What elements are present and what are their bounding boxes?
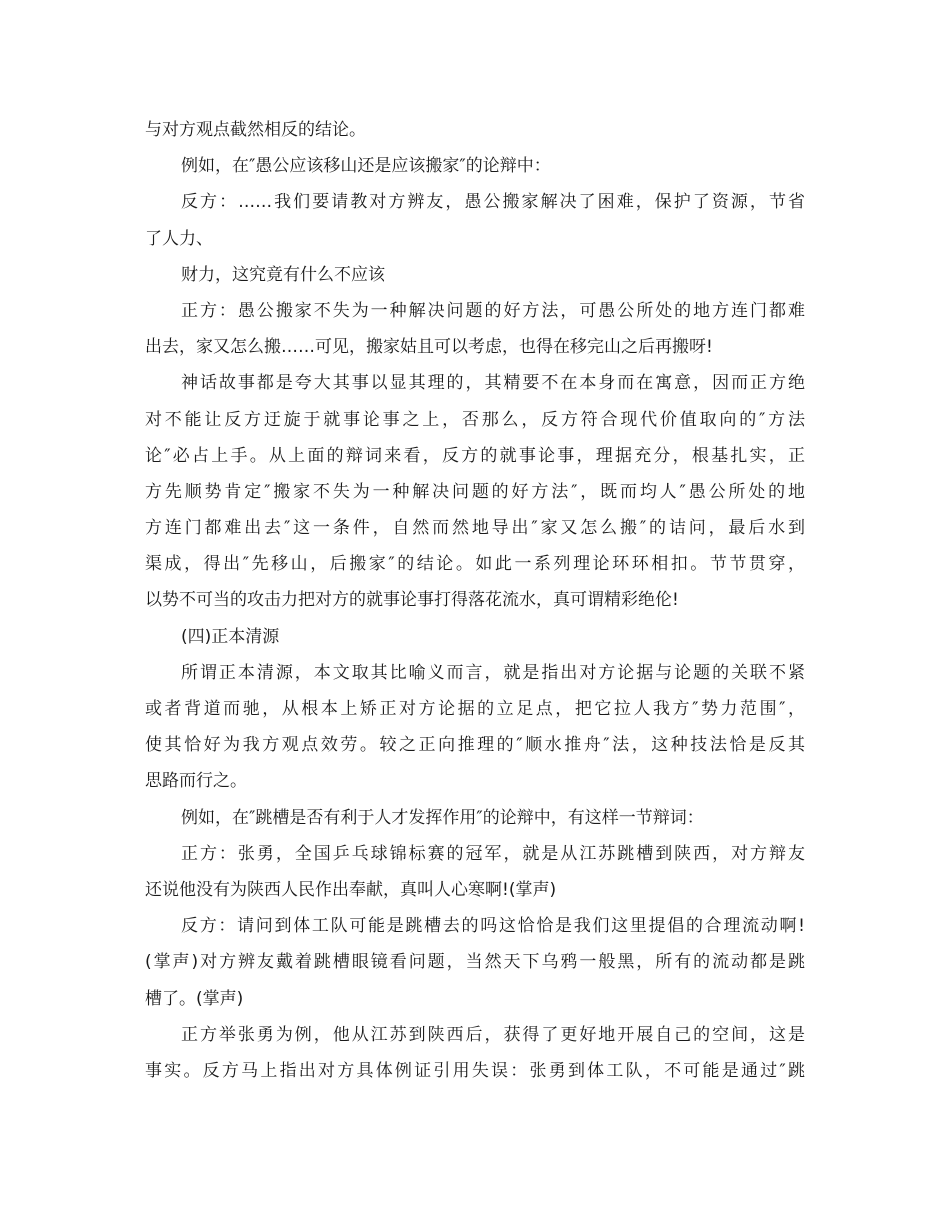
text-line: 出去，家又怎么搬……可见，搬家姑且可以考虑，也得在移完山之后再搬呀! [145,337,713,358]
text-line: 思路而行之。 [145,771,247,792]
text-line: 神话故事都是夸大其事以显其理的，其精要不在本身而在寓意，因而正方绝 [181,373,805,394]
text-line: 槽了。(掌声) [145,988,244,1009]
text-line: 事实。反方马上指出对方具体例证引用失误：张勇到体工队，不可能是通过″跳 [145,1060,805,1081]
text-line: 以势不可当的攻击力把对方的就事论事打得落花流水，真可谓精彩绝伦! [145,590,679,611]
text-line: 与对方观点截然相反的结论。 [145,120,366,140]
text-line: (掌声)对方辨友戴着跳槽眼镜看问题，当然天下乌鸦一般黑，所有的流动都是跳 [145,952,805,973]
text-line: 或者背道而驰，从根本上矫正对方论据的立足点，把它拉人我方″势力范围″， [145,699,805,719]
text-line: 例如，在″愚公应该移山还是应该搬家″的论辩中： [181,156,551,177]
text-line: 渠成，得出″先移山，后搬家″的结论。如此一系列理论环环相扣。节节贯穿， [145,554,805,575]
text-line: 了人力、 [145,228,213,249]
text-line: 正方：张勇，全国乒乓球锦标赛的冠军，就是从江苏跳槽到陕西，对方辩友 [181,843,805,864]
text-line: 反方：……我们要请教对方辨友，愚公搬家解决了困难，保护了资源，节省 [181,192,805,213]
text-line: 使其恰好为我方观点效劳。较之正向推理的″顺水推舟″法，这种技法恰是反其 [145,735,805,756]
text-line: 反方：请问到体工队可能是跳槽去的吗这恰恰是我们这里提倡的合理流动啊! [181,916,805,937]
text-line: 正方举张勇为例，他从江苏到陕西后，获得了更好地开展自己的空间，这是 [181,1024,805,1045]
text-line: 还说他没有为陕西人民作出奉献，真叫人心寒啊!(掌声) [145,879,557,900]
text-line: (四)正本清源 [181,626,280,647]
text-line: 例如，在″跳槽是否有利于人才发挥作用″的论辩中，有这样一节辩词： [181,807,704,828]
text-line: 方先顺势肯定″搬家不失为一种解决问题的好方法″，既而均人″愚公所处的地 [145,481,805,502]
text-line: 对不能让反方迂旋于就事论事之上，否那么，反方符合现代价值取向的″方法 [145,409,805,430]
text-line: 论″必占上手。从上面的辩词来看，反方的就事论事，理据充分，根基扎实，正 [145,445,805,466]
body-text [145,112,805,1089]
text-line: 方连门都难出去″这一条件，自然而然地导出″家又怎么搬″的诘问，最后水到 [145,518,805,539]
text-line: 正方：愚公搬家不失为一种解决问题的好方法，可愚公所处的地方连门都难 [181,300,805,321]
text-line: 所谓正本清源，本文取其比喻义而言，就是指出对方论据与论题的关联不紧 [181,662,805,683]
text-line: 财力，这究竟有什么不应该 [181,264,385,285]
